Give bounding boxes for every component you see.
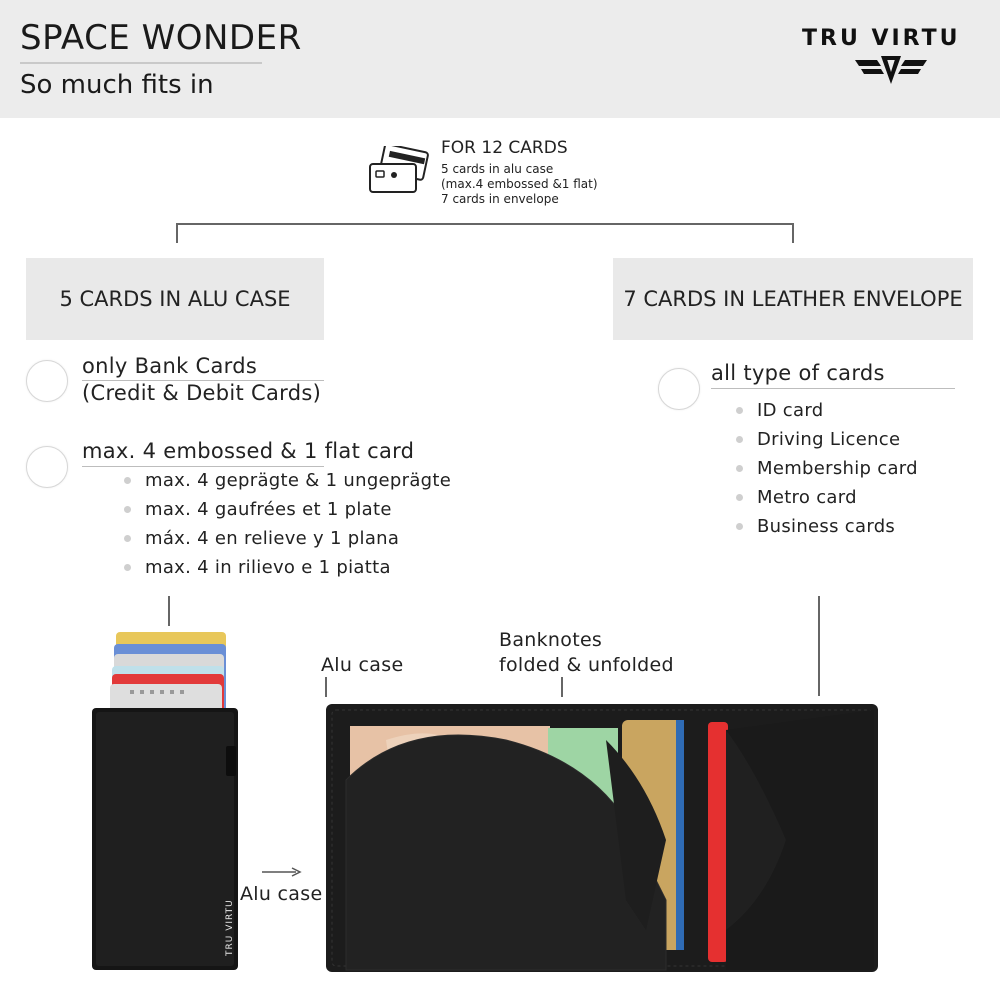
list-item: Metro card [736, 487, 857, 508]
pointer-line [325, 677, 327, 697]
page-subtitle: So much fits in [20, 70, 214, 100]
pointer-line [168, 596, 170, 626]
bullet-icon [736, 465, 743, 472]
list-item: max. 4 in rilievo e 1 piatta [124, 557, 391, 578]
leather-wallet-illustration [326, 700, 882, 976]
banknotes-label: Banknotes [499, 629, 603, 651]
bracket-left-tick [176, 223, 178, 243]
pointer-line [561, 677, 563, 697]
capacity-line: 7 cards in envelope [441, 192, 559, 206]
bullet-icon [124, 477, 131, 484]
alu-case-illustration [90, 626, 250, 976]
alu-case-arrow-label: Alu case [240, 883, 323, 905]
case-trigger [226, 746, 236, 776]
brand-name: TRU VIRTU [802, 26, 961, 51]
envelope-point-1: all type of cards [711, 361, 885, 385]
bullet-icon [124, 506, 131, 513]
alu-point-2: max. 4 embossed & 1 flat card [82, 439, 415, 463]
brand-logo-icon [855, 54, 927, 86]
leather-envelope-box: 7 CARDS IN LEATHER ENVELOPE [613, 258, 973, 340]
point-marker [26, 446, 68, 488]
bullet-icon [124, 564, 131, 571]
point-marker [658, 368, 700, 410]
banknotes-detail-label: folded & unfolded [499, 654, 674, 676]
list-item: Driving Licence [736, 429, 900, 450]
alu-case-box: 5 CARDS IN ALU CASE [26, 258, 324, 340]
list-item: Business cards [736, 516, 895, 537]
capacity-heading: FOR 12 CARDS [441, 138, 568, 158]
alu-point-1-detail: (Credit & Debit Cards) [82, 381, 322, 405]
list-item: max. 4 gaufrées et 1 plate [124, 499, 392, 520]
arrow-right-icon [262, 866, 302, 878]
capacity-line: 5 cards in alu case [441, 162, 554, 176]
capacity-line: (max.4 embossed &1 flat) [441, 177, 598, 191]
bullet-icon [736, 494, 743, 501]
bullet-icon [736, 436, 743, 443]
bracket-right-tick [792, 223, 794, 243]
point-underline [711, 388, 955, 389]
red-card [708, 722, 728, 962]
alu-point-1: only Bank Cards [82, 354, 258, 378]
point-underline [82, 466, 324, 467]
bracket-line [176, 223, 794, 225]
list-item: máx. 4 en relieve y 1 plana [124, 528, 399, 549]
case-face [96, 712, 234, 966]
case-engraving: TRU VIRTU [225, 899, 235, 956]
list-item: max. 4 geprägte & 1 ungeprägte [124, 470, 451, 491]
card-stripe [676, 720, 684, 950]
title-divider [20, 62, 262, 64]
list-item: Membership card [736, 458, 918, 479]
list-item: ID card [736, 400, 823, 421]
page-title: SPACE WONDER [20, 18, 302, 58]
bullet-icon [736, 523, 743, 530]
bullet-icon [124, 535, 131, 542]
cards-icon [368, 146, 432, 194]
pointer-line [818, 596, 820, 696]
alu-case-label: Alu case [321, 654, 404, 676]
point-marker [26, 360, 68, 402]
bullet-icon [736, 407, 743, 414]
